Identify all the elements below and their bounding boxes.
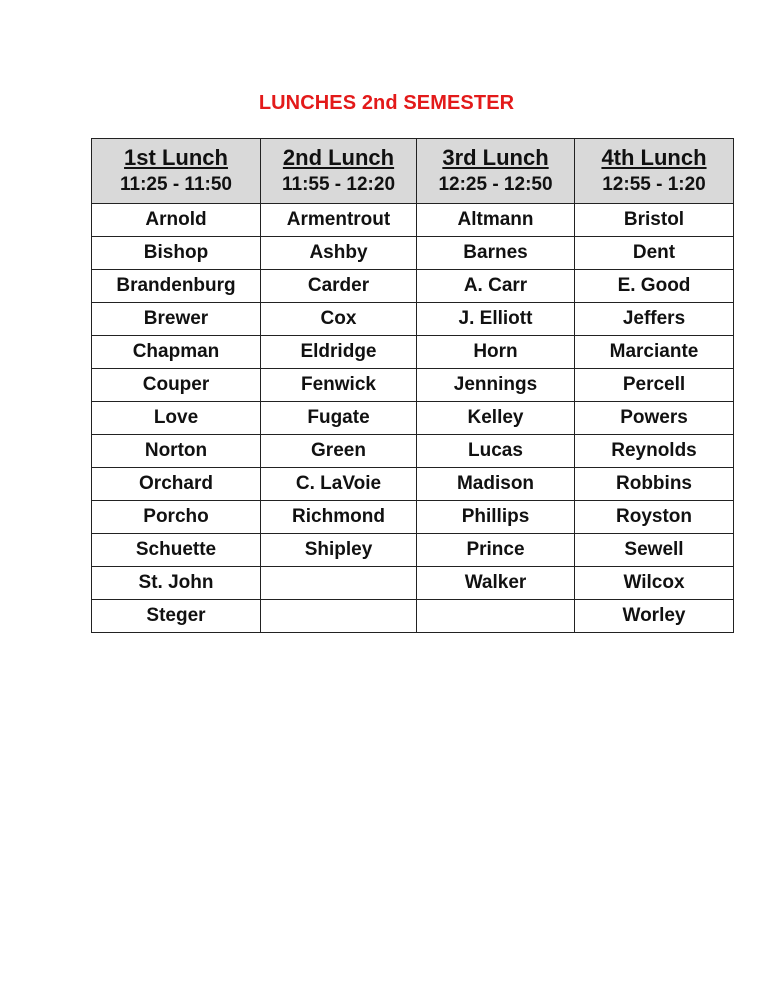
table-row xyxy=(92,567,734,600)
table-cell: Cox xyxy=(261,303,417,336)
table-cell xyxy=(261,600,417,633)
table-row xyxy=(92,303,734,336)
table-cell: Brewer xyxy=(92,303,261,336)
table-cell: Bishop xyxy=(92,237,261,270)
table-row xyxy=(92,204,734,237)
table-cell: Powers xyxy=(575,402,734,435)
table-cell: E. Good xyxy=(575,270,734,303)
table-cell: J. Elliott xyxy=(417,303,575,336)
header-4th-lunch xyxy=(575,139,734,204)
table-row xyxy=(92,435,734,468)
table-cell: Orchard xyxy=(92,468,261,501)
header-1st-lunch xyxy=(92,139,261,204)
table-cell: Green xyxy=(261,435,417,468)
lunch-time: 11:55 - 12:20 xyxy=(281,174,396,195)
table-cell: Couper xyxy=(92,369,261,402)
table-cell: Fenwick xyxy=(261,369,417,402)
table-cell xyxy=(417,600,575,633)
table-cell: Bristol xyxy=(575,204,734,237)
table-cell: Altmann xyxy=(417,204,575,237)
lunch-schedule-table xyxy=(91,138,734,633)
table-cell: Reynolds xyxy=(575,435,734,468)
table-row xyxy=(92,600,734,633)
table-cell: A. Carr xyxy=(417,270,575,303)
table-cell: Love xyxy=(92,402,261,435)
table-cell: Steger xyxy=(92,600,261,633)
table-cell: Richmond xyxy=(261,501,417,534)
table-cell: Chapman xyxy=(92,336,261,369)
table-cell: Percell xyxy=(575,369,734,402)
table-cell: Phillips xyxy=(417,501,575,534)
table-cell: Jennings xyxy=(417,369,575,402)
table-row xyxy=(92,369,734,402)
table-cell: Fugate xyxy=(261,402,417,435)
table-cell xyxy=(261,567,417,600)
table-cell: Lucas xyxy=(417,435,575,468)
table-cell: Eldridge xyxy=(261,336,417,369)
table-row xyxy=(92,270,734,303)
table-cell: Carder xyxy=(261,270,417,303)
table-cell: St. John xyxy=(92,567,261,600)
table-cell: Wilcox xyxy=(575,567,734,600)
table-cell: Jeffers xyxy=(575,303,734,336)
lunch-name: 2nd Lunch xyxy=(282,145,395,170)
table-cell: Shipley xyxy=(261,534,417,567)
table-cell: Brandenburg xyxy=(92,270,261,303)
table-row xyxy=(92,237,734,270)
table-cell: Worley xyxy=(575,600,734,633)
table-cell: Norton xyxy=(92,435,261,468)
page-title: LUNCHES 2nd SEMESTER xyxy=(258,92,515,114)
table-cell: Madison xyxy=(417,468,575,501)
table-cell: C. LaVoie xyxy=(261,468,417,501)
table-body xyxy=(92,204,734,633)
table-cell: Robbins xyxy=(575,468,734,501)
table-cell: Kelley xyxy=(417,402,575,435)
table-row xyxy=(92,534,734,567)
lunch-time: 12:55 - 1:20 xyxy=(602,174,706,195)
table-cell: Barnes xyxy=(417,237,575,270)
lunch-time: 11:25 - 11:50 xyxy=(120,174,232,195)
table-row xyxy=(92,501,734,534)
lunch-name: 4th Lunch xyxy=(601,145,707,170)
table-cell: Walker xyxy=(417,567,575,600)
table-cell: Sewell xyxy=(575,534,734,567)
table-row xyxy=(92,336,734,369)
table-cell: Schuette xyxy=(92,534,261,567)
header-2nd-lunch xyxy=(261,139,417,204)
table-cell: Prince xyxy=(417,534,575,567)
table-cell: Arnold xyxy=(92,204,261,237)
header-3rd-lunch xyxy=(417,139,575,204)
table-row xyxy=(92,468,734,501)
table-cell: Armentrout xyxy=(261,204,417,237)
table-cell: Horn xyxy=(417,336,575,369)
table-cell: Porcho xyxy=(92,501,261,534)
lunch-time: 12:25 - 12:50 xyxy=(438,174,553,195)
table-row xyxy=(92,402,734,435)
table-cell: Dent xyxy=(575,237,734,270)
table-cell: Ashby xyxy=(261,237,417,270)
table-cell: Royston xyxy=(575,501,734,534)
lunch-name: 3rd Lunch xyxy=(442,145,549,170)
table-cell: Marciante xyxy=(575,336,734,369)
header-row xyxy=(92,139,734,204)
lunch-name: 1st Lunch xyxy=(124,145,228,170)
